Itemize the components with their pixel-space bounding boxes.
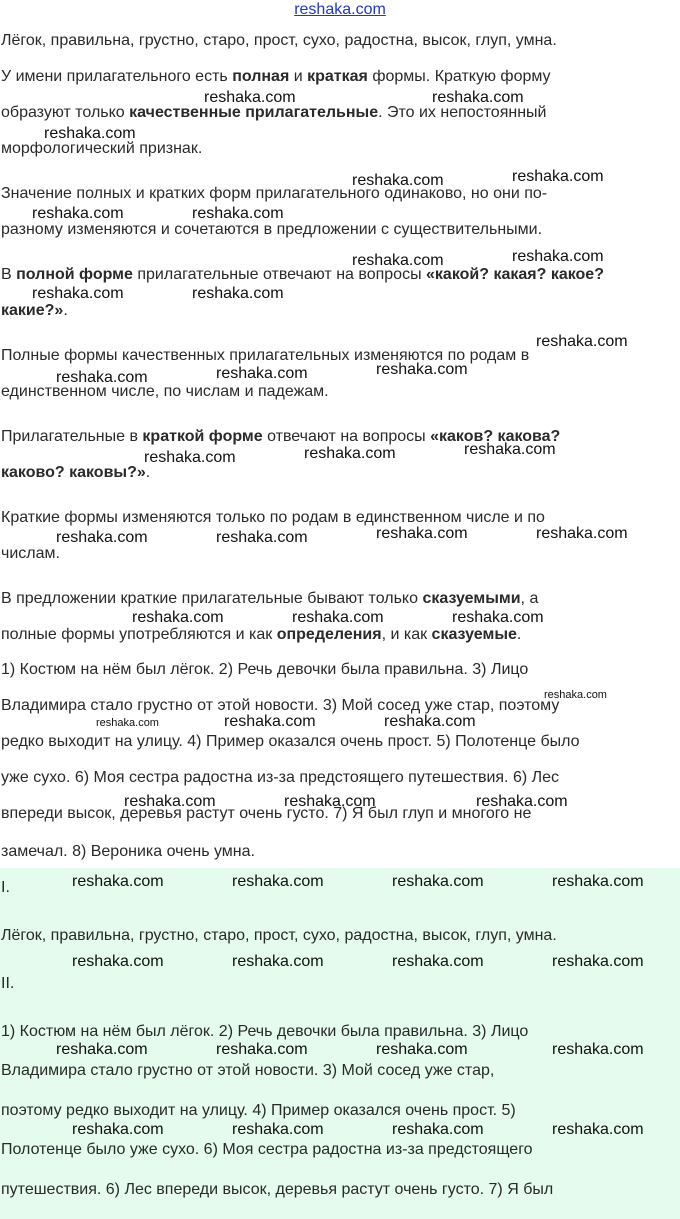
watermark: reshaka.com: [44, 125, 136, 142]
watermark: reshaka.com: [552, 873, 644, 890]
watermark: reshaka.com: [536, 525, 628, 542]
watermark: reshaka.com: [56, 1041, 148, 1058]
watermark: reshaka.com: [552, 1121, 644, 1138]
example-line: 1) Костюм на нём был лёгок. 2) Речь девочки была правильна. 3) Лицо: [1, 661, 529, 678]
theory-line: какие?».: [1, 302, 68, 319]
answer-part-label: II.: [1, 975, 15, 992]
watermark: reshaka.com: [432, 89, 524, 106]
watermark: reshaka.com: [292, 609, 384, 626]
theory-line: Значение полных и кратких форм прилагательного одинаково, но они по-: [1, 185, 548, 202]
site-link[interactable]: reshaka.com: [294, 1, 386, 18]
theory-line: каково? каковы?».: [1, 464, 151, 481]
answer-text: Владимира стало грустно от этой новости. 3) Мой сосед уже стар,: [1, 1062, 495, 1079]
watermark: reshaka.com: [384, 713, 476, 730]
watermark: reshaka.com: [552, 1041, 644, 1058]
answer-text: 1) Костюм на нём был лёгок. 2) Речь девочки была правильна. 3) Лицо: [1, 1023, 529, 1040]
watermark: reshaka.com: [132, 609, 224, 626]
watermark: reshaka.com: [232, 873, 324, 890]
watermark: reshaka.com: [304, 445, 396, 462]
answer-text: Лёгок, правильна, грустно, старо, прост, сухо, радостна, высок, глуп, умна.: [1, 927, 557, 944]
watermark: reshaka.com: [392, 1121, 484, 1138]
theory-line: полные формы употребляются и как определения, и как сказуемые.: [1, 626, 522, 643]
watermark: reshaka.com: [144, 449, 236, 466]
watermark: reshaka.com: [72, 1121, 164, 1138]
theory-line: Краткие формы изменяются только по родам в единственном числе и по: [1, 509, 545, 526]
watermark: reshaka.com: [216, 529, 308, 546]
watermark: reshaka.com: [476, 793, 568, 810]
theory-line: В предложении краткие прилагательные бывают только сказуемыми, а: [1, 590, 539, 607]
watermark: reshaka.com: [72, 873, 164, 890]
watermark: reshaka.com: [216, 1041, 308, 1058]
watermark: reshaka.com: [124, 793, 216, 810]
watermark: reshaka.com: [204, 89, 296, 106]
watermark: reshaka.com: [352, 252, 444, 269]
watermark: reshaka.com: [464, 441, 556, 458]
watermark: reshaka.com: [376, 525, 468, 542]
watermark: reshaka.com: [512, 248, 604, 265]
theory-line: Прилагательные в краткой форме отвечают на вопросы «каков? какова?: [1, 428, 561, 445]
watermark: reshaka.com: [56, 369, 148, 386]
watermark: reshaka.com: [392, 953, 484, 970]
watermark: reshaka.com: [284, 793, 376, 810]
example-line: Владимира стало грустно от этой новости. 3) Мой сосед уже стар, поэтому: [1, 697, 560, 714]
watermark: reshaka.com: [96, 717, 159, 729]
answer-text: Полотенце было уже сухо. 6) Моя сестра радостна из-за предстоящего: [1, 1141, 533, 1158]
theory-line: морфологический признак.: [1, 140, 203, 157]
answer-text: поэтому редко выходит на улицу. 4) Пример оказался очень прост. 5): [1, 1102, 516, 1119]
theory-line: числам.: [1, 545, 60, 562]
watermark: reshaka.com: [376, 1041, 468, 1058]
theory-line: У имени прилагательного есть полная и краткая формы. Краткую форму: [1, 68, 551, 85]
watermark: reshaka.com: [232, 1121, 324, 1138]
watermark: reshaka.com: [72, 953, 164, 970]
example-line: замечал. 8) Вероника очень умна.: [1, 843, 255, 860]
answer-part-label: I.: [1, 879, 10, 896]
watermark: reshaka.com: [512, 168, 604, 185]
watermark: reshaka.com: [32, 285, 124, 302]
watermark: reshaka.com: [32, 205, 124, 222]
watermark: reshaka.com: [452, 609, 544, 626]
watermark: reshaka.com: [352, 172, 444, 189]
answer-text: путешествия. 6) Лес впереди высок, деревья растут очень густо. 7) Я был: [1, 1181, 554, 1198]
theory-line: Полные формы качественных прилагательных изменяются по родам в: [1, 347, 530, 364]
watermark: reshaka.com: [192, 285, 284, 302]
theory-line: образуют только качественные прилагательные. Это их непостоянный: [1, 104, 547, 121]
watermark: reshaka.com: [232, 953, 324, 970]
watermark: reshaka.com: [544, 689, 607, 701]
task-line: Лёгок, правильна, грустно, старо, прост, сухо, радостна, высок, глуп, умна.: [1, 32, 557, 49]
watermark: reshaka.com: [224, 713, 316, 730]
watermark: reshaka.com: [216, 365, 308, 382]
watermark: reshaka.com: [392, 873, 484, 890]
watermark: reshaka.com: [536, 333, 628, 350]
watermark: reshaka.com: [552, 953, 644, 970]
watermark: reshaka.com: [192, 205, 284, 222]
example-line: редко выходит на улицу. 4) Пример оказался очень прост. 5) Полотенце было: [1, 733, 580, 750]
watermark: reshaka.com: [56, 529, 148, 546]
theory-line: разному изменяются и сочетаются в предложении с существительными.: [1, 221, 543, 238]
theory-line: единственном числе, по числам и падежам.: [1, 383, 329, 400]
example-line: впереди высок, деревья растут очень густо. 7) Я был глуп и многого не: [1, 805, 532, 822]
example-line: уже сухо. 6) Моя сестра радостна из-за предстоящего путешествия. 6) Лес: [1, 769, 560, 786]
theory-line: В полной форме прилагательные отвечают на вопросы «какой? какая? какое?: [1, 266, 604, 283]
watermark: reshaka.com: [376, 361, 468, 378]
